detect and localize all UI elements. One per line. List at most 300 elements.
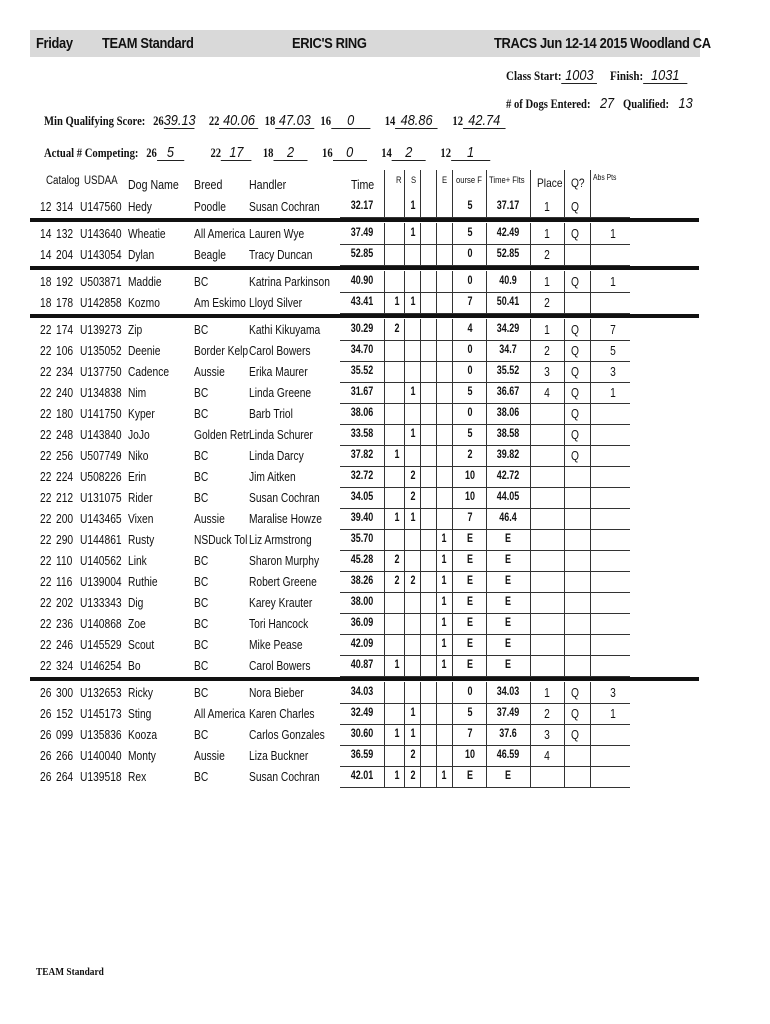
cell-handler: Barb Triol (249, 407, 293, 421)
cell-r: 2 (394, 323, 400, 335)
cell-dog: Kyper (128, 407, 155, 421)
cell-time: 31.67 (350, 386, 374, 398)
cell-cat: 192 (56, 275, 74, 289)
cell-cf: E (467, 596, 473, 608)
cell-dog: Monty (128, 749, 156, 763)
cell-id: U134838 (80, 386, 122, 400)
cell-pts: 3 (610, 686, 616, 700)
col-s: S (411, 175, 417, 185)
qualified-value: 13 (678, 95, 693, 112)
cell-dog: Bo (128, 659, 141, 673)
cell-cat: 264 (56, 770, 74, 784)
cell-cat: 236 (56, 617, 74, 631)
cell-cat: 266 (56, 749, 74, 763)
cell-cf: E (467, 575, 473, 587)
column-line (420, 271, 421, 313)
cell-q: Q (571, 344, 579, 358)
cell-place: 1 (544, 686, 550, 700)
column-line (404, 319, 405, 676)
cell-tf: 42.49 (496, 227, 520, 239)
column-line (420, 319, 421, 676)
cell-id: U139518 (80, 770, 122, 784)
cell-e: 1 (441, 659, 447, 671)
cell-breed: Golden Retr (194, 428, 250, 442)
cell-cf: E (467, 659, 473, 671)
cell-time: 45.28 (350, 554, 374, 566)
cell-breed: BC (194, 659, 209, 673)
cell-dog: Link (128, 554, 147, 568)
cell-breed: All America (194, 707, 246, 721)
table-row (0, 682, 770, 703)
column-line (564, 271, 565, 313)
cell-handler: Maralise Howze (249, 512, 322, 526)
table-row (0, 529, 770, 550)
column-line (564, 319, 565, 676)
table-row (0, 724, 770, 745)
cell-ht: 22 (40, 491, 52, 505)
cell-handler: Erika Maurer (249, 365, 308, 379)
cell-q: Q (571, 707, 579, 721)
cell-cf: E (467, 617, 473, 629)
cell-handler: Carol Bowers (249, 344, 311, 358)
cell-r: 1 (394, 659, 400, 671)
cell-id: U140562 (80, 554, 122, 568)
cell-s: 1 (410, 707, 416, 719)
cell-tf: 46.59 (496, 749, 520, 761)
cell-cat: 180 (56, 407, 74, 421)
dogs-entered: # of Dogs Entered: 27 (506, 95, 615, 112)
column-line (590, 196, 591, 217)
cell-id: U131075 (80, 491, 122, 505)
cell-cf: 10 (465, 470, 475, 482)
cell-dog: Rex (128, 770, 147, 784)
cell-tf: 35.52 (496, 365, 520, 377)
cell-time: 32.72 (350, 470, 374, 482)
cell-ht: 22 (40, 407, 52, 421)
cell-cf: 5 (467, 386, 473, 398)
cell-breed: BC (194, 449, 209, 463)
cell-cat: 110 (56, 554, 73, 568)
cell-dog: Dig (128, 596, 144, 610)
column-line (404, 196, 405, 217)
cell-cf: 4 (467, 323, 473, 335)
cell-cat: 212 (56, 491, 74, 505)
group-separator (30, 677, 699, 681)
cell-time: 37.49 (350, 227, 374, 239)
cell-handler: Karen Charles (249, 707, 315, 721)
column-line (452, 196, 453, 217)
cell-time: 34.03 (350, 686, 374, 698)
cell-ht: 22 (40, 617, 52, 631)
cell-tf: E (505, 617, 511, 629)
cell-ht: 14 (40, 227, 52, 241)
cell-breed: Aussie (194, 365, 225, 379)
cell-handler: Susan Cochran (249, 200, 320, 214)
cell-tf: E (505, 596, 511, 608)
cell-s: 1 (410, 296, 416, 308)
cell-time: 32.49 (350, 707, 374, 719)
trial-title: TRACS Jun 12-14 2015 Woodland CA (494, 35, 711, 52)
group-separator (30, 218, 699, 222)
cell-s: 2 (410, 749, 416, 761)
column-line (384, 196, 385, 217)
cell-id: U142858 (80, 296, 122, 310)
cell-handler: Nora Bieber (249, 686, 304, 700)
column-line (486, 319, 487, 676)
cell-cf: 7 (467, 512, 473, 524)
cell-id: U144861 (80, 533, 122, 547)
column-line (384, 223, 385, 265)
cell-tf: 38.58 (496, 428, 520, 440)
col-dog-name: Dog Name (128, 178, 179, 192)
cell-q: Q (571, 227, 579, 241)
cell-cf: 0 (467, 365, 473, 377)
column-line (530, 223, 531, 265)
column-line (452, 271, 453, 313)
table-row (0, 424, 770, 445)
table-row (0, 613, 770, 634)
cell-id: U143054 (80, 248, 122, 262)
cell-breed: Beagle (194, 248, 226, 262)
cell-dog: Cadence (128, 365, 170, 379)
cell-pts: 7 (610, 323, 616, 337)
cell-s: 2 (410, 575, 416, 587)
cell-tf: 39.82 (496, 449, 520, 461)
cell-place: 1 (544, 227, 550, 241)
cell-place: 3 (544, 365, 550, 379)
cell-tf: E (505, 659, 511, 671)
cell-id: U139273 (80, 323, 122, 337)
cell-cat: 300 (56, 686, 74, 700)
column-line (564, 223, 565, 265)
cell-s: 1 (410, 227, 416, 239)
cell-handler: Robert Greene (249, 575, 317, 589)
cell-place: 2 (544, 707, 550, 721)
col-q: Q? (571, 176, 585, 190)
cell-cat: 248 (56, 428, 74, 442)
column-line (436, 196, 437, 217)
cell-tf: 36.67 (496, 386, 520, 398)
cell-breed: BC (194, 575, 209, 589)
cell-cf: 7 (467, 728, 473, 740)
cell-ht: 22 (40, 512, 52, 526)
cell-dog: Ricky (128, 686, 154, 700)
column-line (486, 196, 487, 217)
cell-breed: BC (194, 470, 209, 484)
cell-ht: 22 (40, 386, 52, 400)
cell-breed: BC (194, 638, 209, 652)
cell-tf: 52.85 (496, 248, 520, 260)
table-row (0, 445, 770, 466)
cell-cat: 256 (56, 449, 74, 463)
cell-dog: Sting (128, 707, 152, 721)
cell-id: U143840 (80, 428, 122, 442)
column-line (530, 319, 531, 676)
cell-time: 39.40 (350, 512, 374, 524)
column-line (452, 223, 453, 265)
cell-pts: 1 (610, 707, 616, 721)
table-row (0, 244, 770, 265)
cell-breed: All America (194, 227, 246, 241)
cell-pts: 3 (610, 365, 616, 379)
cell-q: Q (571, 365, 579, 379)
cell-handler: Jim Aitken (249, 470, 296, 484)
cell-cat: 178 (56, 296, 74, 310)
cell-tf: E (505, 770, 511, 782)
day-label: Friday (36, 35, 73, 52)
cell-cf: E (467, 638, 473, 650)
cell-q: Q (571, 275, 579, 289)
column-line (436, 319, 437, 676)
cell-cf: 5 (467, 428, 473, 440)
cell-dog: Maddie (128, 275, 162, 289)
cell-tf: 34.7 (499, 344, 517, 356)
cell-place: 2 (544, 248, 550, 262)
cell-time: 30.60 (350, 728, 374, 740)
cell-ht: 26 (40, 728, 52, 742)
cell-q: Q (571, 449, 579, 463)
cell-dog: Ruthie (128, 575, 158, 589)
column-line (564, 682, 565, 787)
column-headers (0, 170, 770, 198)
table-row (0, 382, 770, 403)
cell-handler: Mike Pease (249, 638, 303, 652)
cell-q: Q (571, 428, 579, 442)
cell-id: U140040 (80, 749, 122, 763)
cell-id: U145529 (80, 638, 122, 652)
cell-handler: Tori Hancock (249, 617, 309, 631)
column-line (590, 682, 591, 787)
qualified: Qualified: 13 (623, 95, 693, 112)
cell-id: U146254 (80, 659, 122, 673)
min-qualifying-score: Min Qualifying Score: 2639.13 22 40.06 18 47.03 16 0 14 48.86 12 42.74 (44, 114, 506, 129)
cell-cf: 10 (465, 491, 475, 503)
cell-q: Q (571, 407, 579, 421)
cell-breed: BC (194, 728, 209, 742)
cell-id: U147560 (80, 200, 122, 214)
cell-pts: 5 (610, 344, 616, 358)
cell-tf: 46.4 (499, 512, 517, 524)
cell-cat: 246 (56, 638, 74, 652)
finish-value: 1031 (643, 69, 687, 84)
cell-tf: 44.05 (496, 491, 520, 503)
column-line (564, 196, 565, 217)
cell-dog: Hedy (128, 200, 152, 214)
column-line (452, 682, 453, 787)
col-breed: Breed (194, 178, 223, 192)
cell-breed: BC (194, 617, 209, 631)
cell-handler: Susan Cochran (249, 770, 320, 784)
column-line (486, 271, 487, 313)
cell-q: Q (571, 200, 579, 214)
cell-breed: BC (194, 491, 209, 505)
cell-ht: 22 (40, 575, 52, 589)
group-separator (30, 266, 699, 270)
cell-dog: Zip (128, 323, 143, 337)
cell-ht: 26 (40, 686, 52, 700)
col-time-faults: Time+ Flts (489, 175, 525, 185)
cell-dog: Deenie (128, 344, 161, 358)
column-line (486, 682, 487, 787)
cell-id: U132653 (80, 686, 122, 700)
cell-time: 40.87 (350, 659, 374, 671)
actual-competing: Actual # Competing: 26 5 22 17 18 2 16 0 14 2 12 1 (44, 146, 490, 161)
cell-tf: E (505, 638, 511, 650)
cell-ht: 22 (40, 344, 52, 358)
cell-cf: 0 (467, 344, 473, 356)
footer-class-name: TEAM Standard (36, 966, 104, 978)
cell-time: 30.29 (350, 323, 374, 335)
cell-cat: 204 (56, 248, 74, 262)
cell-tf: 34.03 (496, 686, 520, 698)
cell-time: 34.05 (350, 491, 374, 503)
cell-handler: Linda Darcy (249, 449, 304, 463)
cell-handler: Liz Armstrong (249, 533, 312, 547)
cell-cat: 099 (56, 728, 74, 742)
cell-cf: E (467, 770, 473, 782)
cell-ht: 12 (40, 200, 52, 214)
table-row (0, 571, 770, 592)
cell-r: 2 (394, 554, 400, 566)
cell-id: U141750 (80, 407, 122, 421)
cell-handler: Lloyd Silver (249, 296, 302, 310)
column-line (486, 223, 487, 265)
cell-time: 34.70 (350, 344, 374, 356)
cell-breed: BC (194, 686, 209, 700)
col-catalog: Catalog (46, 175, 80, 187)
cell-place: 3 (544, 728, 550, 742)
table-row (0, 223, 770, 244)
cell-time: 36.59 (350, 749, 374, 761)
column-line (384, 682, 385, 787)
class-start-value: 1003 (562, 69, 598, 84)
col-r: R (396, 175, 402, 185)
ring-name: ERIC'S RING (292, 35, 367, 52)
cell-time: 38.06 (350, 407, 374, 419)
cell-handler: Sharon Murphy (249, 554, 320, 568)
cell-handler: Katrina Parkinson (249, 275, 330, 289)
column-line (384, 319, 385, 676)
cell-q: Q (571, 386, 579, 400)
cell-place: 1 (544, 200, 550, 214)
cell-handler: Linda Schurer (249, 428, 313, 442)
table-row (0, 592, 770, 613)
cell-cat: 202 (56, 596, 74, 610)
cell-time: 38.00 (350, 596, 374, 608)
cell-id: U137750 (80, 365, 122, 379)
cell-handler: Liza Buckner (249, 749, 309, 763)
table-row (0, 292, 770, 313)
class-name: TEAM Standard (102, 35, 194, 52)
col-handler: Handler (249, 178, 287, 192)
cell-dog: Scout (128, 638, 155, 652)
cell-e: 1 (441, 596, 447, 608)
cell-pts: 1 (610, 275, 616, 289)
group-separator (30, 314, 699, 318)
cell-e: 1 (441, 575, 447, 587)
table-row (0, 271, 770, 292)
cell-q: Q (571, 728, 579, 742)
cell-handler: Linda Greene (249, 386, 312, 400)
cell-e: 1 (441, 554, 447, 566)
cell-cat: 132 (56, 227, 74, 241)
cell-time: 38.26 (350, 575, 374, 587)
cell-place: 4 (544, 386, 550, 400)
cell-cat: 314 (56, 200, 74, 214)
cell-tf: 37.49 (496, 707, 520, 719)
cell-r: 1 (394, 296, 400, 308)
cell-ht: 22 (40, 596, 52, 610)
header-bar (30, 30, 711, 57)
cell-breed: BC (194, 407, 209, 421)
cell-id: U503871 (80, 275, 122, 289)
cell-breed: NSDuck Tol (194, 533, 248, 547)
cell-dog: Rider (128, 491, 153, 505)
table-row (0, 745, 770, 766)
cell-tf: E (505, 575, 511, 587)
cell-time: 42.01 (350, 770, 374, 782)
cell-cf: 5 (467, 227, 473, 239)
column-line (404, 223, 405, 265)
cell-cat: 324 (56, 659, 74, 673)
cell-time: 42.09 (350, 638, 374, 650)
cell-id: U139004 (80, 575, 122, 589)
cell-time: 35.52 (350, 365, 374, 377)
cell-time: 33.58 (350, 428, 374, 440)
table-row (0, 550, 770, 571)
cell-ht: 22 (40, 449, 52, 463)
cell-breed: BC (194, 275, 209, 289)
cell-id: U508226 (80, 470, 122, 484)
cell-s: 1 (410, 728, 416, 740)
cell-id: U143465 (80, 512, 122, 526)
cell-id: U143640 (80, 227, 122, 241)
cell-cat: 234 (56, 365, 74, 379)
cell-handler: Carlos Gonzales (249, 728, 325, 742)
cell-id: U140868 (80, 617, 122, 631)
cell-handler: Karey Krauter (249, 596, 313, 610)
cell-r: 1 (394, 449, 400, 461)
table-row (0, 196, 770, 217)
table-row (0, 466, 770, 487)
cell-dog: Niko (128, 449, 149, 463)
col-abs-pts: Abs Pts (593, 173, 617, 182)
cell-ht: 22 (40, 554, 52, 568)
cell-breed: BC (194, 770, 209, 784)
cell-s: 2 (410, 470, 416, 482)
cell-cf: 7 (467, 296, 473, 308)
column-line (530, 271, 531, 313)
cell-time: 32.17 (350, 200, 374, 212)
cell-cat: 116 (56, 575, 73, 589)
cell-breed: Aussie (194, 749, 225, 763)
cell-ht: 22 (40, 638, 52, 652)
cell-id: U145173 (80, 707, 122, 721)
cell-cat: 106 (56, 344, 74, 358)
cell-tf: E (505, 554, 511, 566)
cell-place: 1 (544, 275, 550, 289)
column-line (436, 271, 437, 313)
column-line (590, 223, 591, 265)
cell-breed: Aussie (194, 512, 225, 526)
cell-cf: E (467, 554, 473, 566)
cell-s: 1 (410, 386, 416, 398)
cell-s: 2 (410, 770, 416, 782)
cell-time: 35.70 (350, 533, 374, 545)
cell-e: 1 (441, 533, 447, 545)
cell-ht: 26 (40, 707, 52, 721)
column-line (436, 223, 437, 265)
